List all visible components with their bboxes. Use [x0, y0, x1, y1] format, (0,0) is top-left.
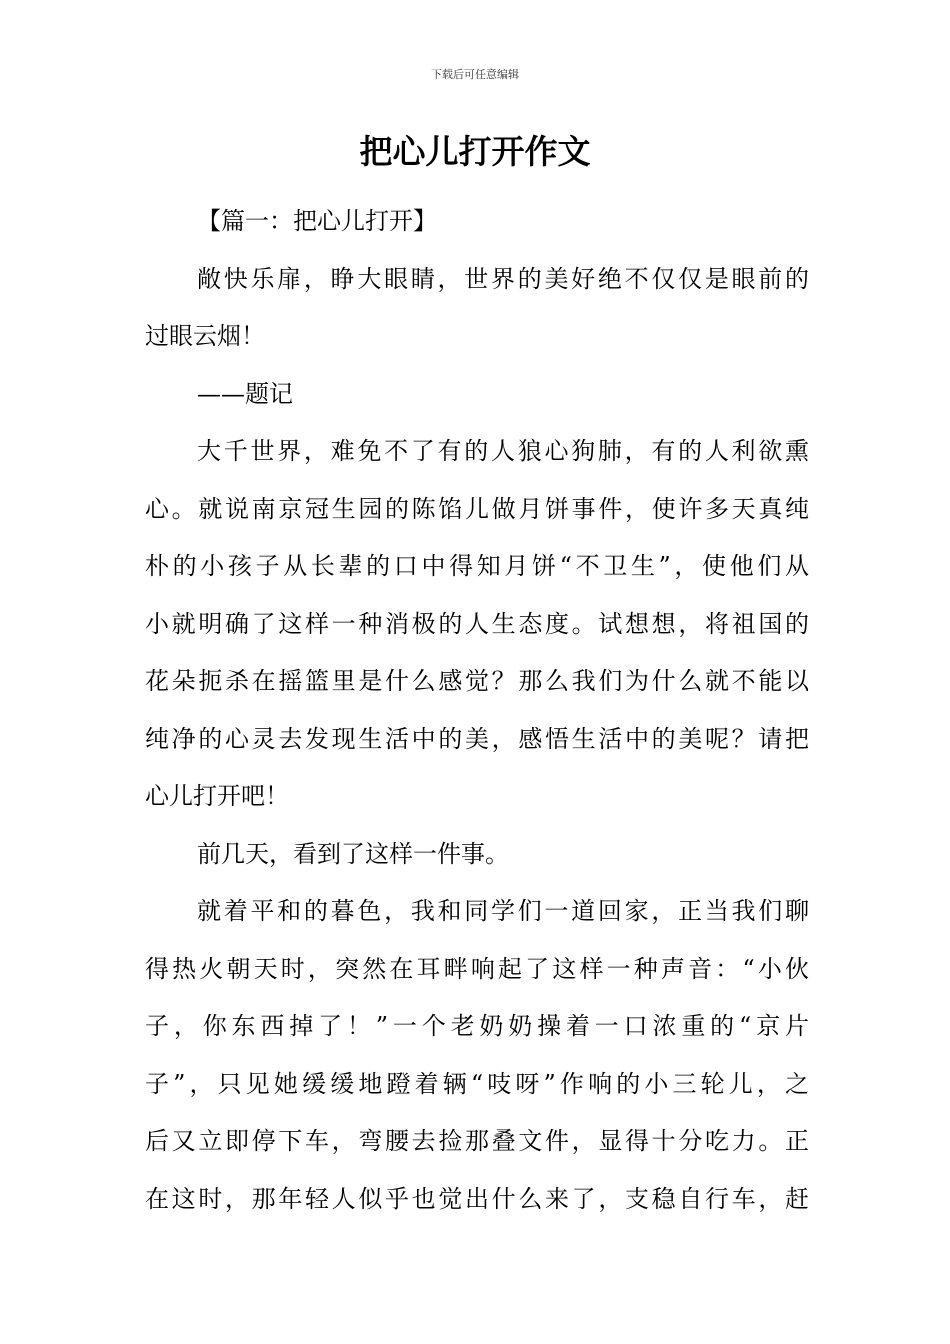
body-line: 纯净的心灵去发现生活中的美，感悟生活中的美呢？请把 — [145, 724, 809, 753]
body-line: 心儿打开吧！ — [145, 782, 289, 810]
body-line: 大千世界，难免不了有的人狼心狗肺，有的人利欲熏 — [197, 437, 809, 465]
body-line: 小就明确了这样一种消极的人生态度。试想想，将祖国的 — [145, 609, 809, 638]
body-line: 前几天，看到了这样一件事。 — [197, 839, 509, 868]
epigraph-attribution: ——题记 — [197, 379, 293, 408]
header-note: 下载后可任意编辑 — [431, 68, 519, 81]
body-line: 敞快乐扉，睁大眼睛，世界的美好绝不仅仅是眼前的 — [197, 264, 809, 293]
document-title: 把心儿打开作文 — [359, 132, 591, 171]
body-line: 子，你东西掉了！”一个老奶奶操着一口浓重的“京片 — [145, 1012, 809, 1040]
document-body — [145, 193, 809, 1228]
body-line: 朴的小孩子从长辈的口中得知月饼“不卫生”，使他们从 — [145, 552, 809, 580]
body-line: 心。就说南京冠生园的陈馅儿做月饼事件，使许多天真纯 — [145, 494, 809, 523]
body-line: 子”，只见她缓缓地蹬着辆“吱呀”作响的小三轮儿，之 — [145, 1069, 809, 1098]
body-line: 得热火朝天时，突然在耳畔响起了这样一种声音：“小伙 — [145, 954, 809, 983]
body-line: 花朵扼杀在摇篮里是什么感觉？那么我们为什么就不能以 — [145, 667, 809, 695]
body-line: 后又立即停下车，弯腰去捡那叠文件，显得十分吃力。正 — [145, 1127, 809, 1155]
body-line: 在这时，那年轻人似乎也觉出什么来了，支稳自行车，赶 — [145, 1184, 809, 1213]
body-line: 过眼云烟！ — [145, 322, 265, 350]
body-line: 就着平和的暮色，我和同学们一道回家，正当我们聊 — [197, 897, 809, 925]
section-heading: 【篇一：把心儿打开】 — [197, 207, 437, 235]
